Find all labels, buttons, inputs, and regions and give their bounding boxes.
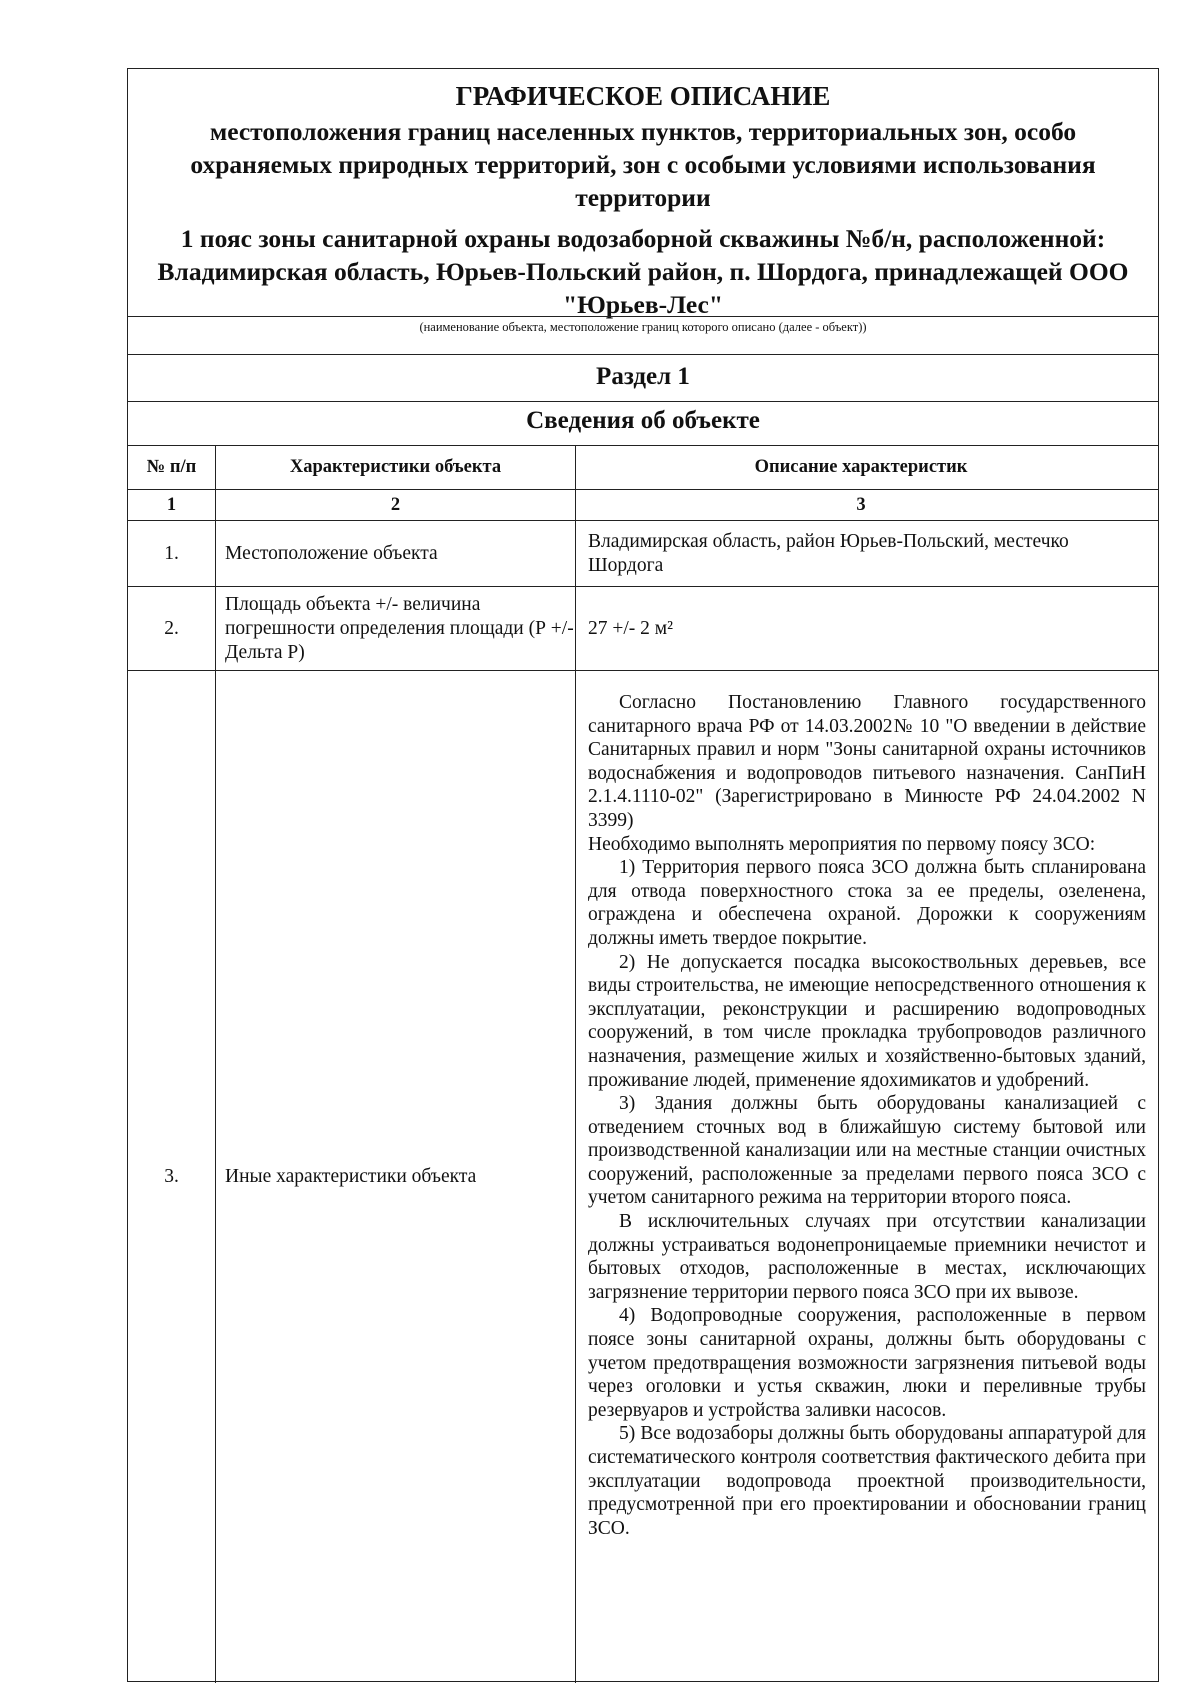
object-info-table bbox=[128, 445, 1158, 1683]
row-number: 1. bbox=[128, 521, 216, 586]
row-characteristic: Местоположение объекта bbox=[216, 521, 576, 586]
divider bbox=[128, 401, 1158, 402]
section-title: Раздел 1 bbox=[596, 363, 690, 390]
paragraph-item-5: 5) Все водозаборы должны быть оборудованы аппаратурой для систематического контроля соответствия фактического дебита при эксплуатации водопровода проектной производительности, предусмотренной при его проектировании и обосновании границ ЗСО. bbox=[588, 1423, 1146, 1539]
paragraph-item-2: 2) Не допускается посадка высокоствольных деревьев, все виды строительства, не имеющие непосредственного отношения к эксплуатации, реконструкции и расширению водопроводных сооружений, в том числе прокладка трубопроводов различного назначения, размещение жилых и хозяйственно-бытовых зданий, проживание людей, применение ядохимикатов и удобрений. bbox=[588, 951, 1146, 1091]
paragraph-exception: В исключительных случаях при отсутствии канализации должны устраиваться водонепроницаемые приемники нечистот и бытовых отходов, расположенные в местах, исключающих загрязнение территории первого пояса ЗСО при их вывозе. bbox=[588, 1211, 1146, 1303]
row-number: 3. bbox=[128, 671, 216, 1683]
table-column-numbers-row bbox=[128, 489, 1158, 520]
column-number-1: 1 bbox=[128, 490, 216, 520]
document-header bbox=[128, 69, 1158, 319]
row-characteristic: Площадь объекта +/- величина погрешности определения площади (Р +/- Дельта Р) bbox=[216, 587, 576, 670]
table-row bbox=[128, 586, 1158, 670]
paragraph-item-1: 1) Территория первого пояса ЗСО должна быть спланирована для отвода поверхностного стока за ее пределы, озеленена, ограждена и обеспечена охраной. Дорожки к сооружениям должны иметь твердое покрытие. bbox=[588, 857, 1146, 949]
document-subtitle: местоположения границ населенных пунктов, территориальных зон, особо охраняемых природных территорий, зон с особыми условиями использования территории bbox=[190, 117, 1096, 212]
table-header-row bbox=[128, 445, 1158, 489]
document-title: ГРАФИЧЕСКОЕ ОПИСАНИЕ bbox=[455, 81, 831, 111]
table-row bbox=[128, 520, 1158, 586]
paragraph-item-4: 4) Водопроводные сооружения, расположенные в первом поясе зоны санитарной охраны, должны быть оборудованы с учетом предотвращения возможности загрязнения питьевой воды через оголовки и устья скважин, люки и переливные трубы резервуаров и устройства заливки насосов. bbox=[588, 1305, 1146, 1421]
object-name: 1 пояс зоны санитарной охраны водозаборной скважины №б/н, расположенной: Владимирская область, Юрьев-Польский район, п. Шордога, принадлежащей ООО "Юрьев-Лес" bbox=[157, 224, 1129, 319]
column-number-2: 2 bbox=[216, 490, 576, 520]
row-characteristic: Иные характеристики объекта bbox=[216, 671, 576, 1683]
header-cell-characteristic: Характеристики объекта bbox=[216, 446, 576, 489]
paragraph-item-3: 3) Здания должны быть оборудованы канализацией с отведением сточных вод в ближайшую систему бытовой или производственной канализации или на местные станции очистных сооружений, расположенные за пределами первого пояса ЗСО с учетом санитарного режима на территории второго пояса. bbox=[588, 1093, 1146, 1209]
object-name-underline bbox=[128, 316, 1158, 317]
row-description: 27 +/- 2 м² bbox=[588, 617, 673, 639]
header-cell-description: Описание характеристик bbox=[754, 457, 968, 477]
divider bbox=[128, 354, 1158, 355]
row-description: Владимирская область, район Юрьев-Польский, местечко Шордога bbox=[588, 530, 1069, 576]
paragraph-intro: Необходимо выполнять мероприятия по первому поясу ЗСО: bbox=[588, 833, 1096, 855]
table-row bbox=[128, 670, 1158, 1683]
section-subtitle: Сведения об объекте bbox=[526, 407, 760, 434]
object-name-note: (наименование объекта, местоположение границ которого описано (далее - объект)) bbox=[419, 320, 867, 334]
column-number-3: 3 bbox=[856, 494, 866, 515]
document-sheet bbox=[127, 68, 1159, 1682]
row-description-requirements bbox=[576, 671, 1158, 1683]
paragraph-legal-basis: Согласно Постановлению Главного государственного санитарного врача РФ от 14.03.2002№ 10 "О введении в действие Санитарных правил и норм "Зоны санитарной охраны источников водоснабжения и водопроводов питьевого назначения. СанПиН 2.1.4.1110-02" (Зарегистрировано в Минюсте РФ 24.04.2002 N 3399) bbox=[588, 692, 1146, 831]
header-cell-number: № п/п bbox=[128, 446, 216, 489]
row-number: 2. bbox=[128, 587, 216, 670]
